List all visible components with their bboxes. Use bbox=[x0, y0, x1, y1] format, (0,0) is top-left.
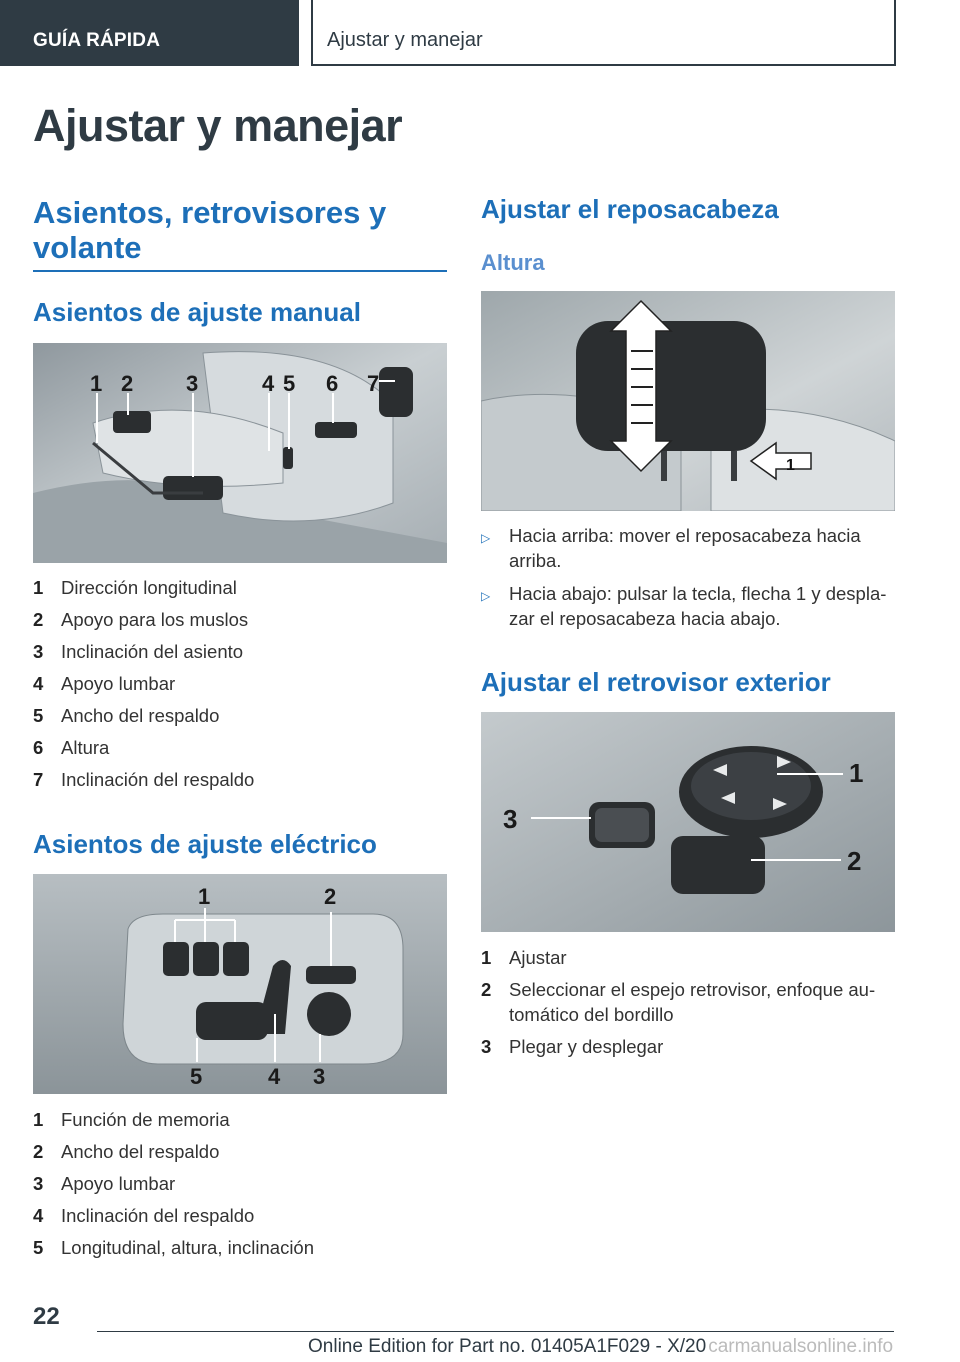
electric-seat-image bbox=[33, 874, 447, 1094]
mirror-legend bbox=[481, 945, 895, 1066]
headrest-instructions bbox=[481, 523, 895, 639]
manual-callout-1: 1 bbox=[90, 371, 103, 396]
section-divider bbox=[33, 270, 447, 272]
headrest-callout-1: 1 bbox=[786, 457, 795, 474]
headrest-heading: Ajustar el reposacabeza bbox=[481, 194, 779, 224]
list-item: 1 Dirección longitudinal bbox=[33, 577, 237, 598]
list-item: 1 Ajustar bbox=[481, 947, 567, 968]
electric-callout-4: 4 bbox=[268, 1064, 281, 1089]
electric-seat-heading: Asientos de ajuste eléctrico bbox=[33, 829, 377, 859]
headrest-image bbox=[481, 291, 895, 511]
list-item: 7 Inclinación del respaldo bbox=[33, 769, 255, 790]
header-chapter-box bbox=[311, 0, 896, 66]
manual-seat-image bbox=[33, 343, 447, 563]
electric-callout-2: 2 bbox=[324, 884, 337, 909]
list-item: 4 Apoyo lumbar bbox=[33, 673, 176, 694]
footer-divider bbox=[97, 1331, 894, 1332]
list-item: 6 Altura bbox=[33, 737, 110, 758]
manual-callout-2: 2 bbox=[121, 371, 134, 396]
list-item: 3 Apoyo lumbar bbox=[33, 1173, 176, 1194]
triangle-bullet-icon: ▷ bbox=[481, 531, 491, 545]
mirror-callout-1: 1 bbox=[849, 758, 864, 788]
manual-seat-heading: Asientos de ajuste manual bbox=[33, 297, 361, 327]
list-item: 2 Seleccionar el espejo retrovisor, enfoque au‐ tomático del bordillo bbox=[481, 979, 876, 1025]
list-item: 3 Inclinación del asiento bbox=[33, 641, 244, 662]
watermark: carmanualsonline.info bbox=[708, 1336, 894, 1357]
manual-callout-7: 7 bbox=[367, 371, 380, 396]
mirror-callout-2: 2 bbox=[847, 846, 862, 876]
manual-callout-4: 4 bbox=[262, 371, 275, 396]
electric-callout-1: 1 bbox=[198, 884, 211, 909]
header-tab bbox=[0, 0, 299, 66]
page-number: 22 bbox=[33, 1303, 60, 1330]
header-tab-label: GUÍA RÁPIDA bbox=[33, 30, 161, 51]
list-item: 5 Longitudinal, altura, inclinación bbox=[33, 1237, 315, 1258]
manual-callout-6: 6 bbox=[326, 371, 339, 396]
page-title: Ajustar y manejar bbox=[33, 100, 403, 151]
list-item: 3 Plegar y desplegar bbox=[481, 1036, 664, 1057]
list-item: 4 Inclinación del respaldo bbox=[33, 1205, 255, 1226]
mirror-callout-3: 3 bbox=[503, 804, 518, 834]
triangle-bullet-icon: ▷ bbox=[481, 589, 491, 603]
header-chapter-label: Ajustar y manejar bbox=[327, 29, 483, 51]
footer-edition-text: Online Edition for Part no. 01405A1F029 - X/20 carmanualsonline.info bbox=[308, 1336, 894, 1357]
manual-callout-5: 5 bbox=[283, 371, 296, 396]
list-item: ▷ Hacia arriba: mover el reposacabeza hacia arriba. bbox=[481, 525, 861, 571]
electric-callout-3: 3 bbox=[313, 1064, 326, 1089]
manual-seat-legend bbox=[33, 572, 447, 796]
manual-callout-3: 3 bbox=[186, 371, 199, 396]
list-item: 1 Función de memoria bbox=[33, 1109, 230, 1130]
section-title: Asientos, retrovisores y volante bbox=[33, 195, 387, 265]
mirror-control-image bbox=[481, 712, 895, 932]
list-item: 2 Ancho del respaldo bbox=[33, 1141, 220, 1162]
electric-callout-5: 5 bbox=[190, 1064, 203, 1089]
list-item: ▷ Hacia abajo: pulsar la tecla, flecha 1 y despla‐ zar el reposacabeza hacia abajo. bbox=[481, 583, 887, 629]
electric-seat-legend bbox=[33, 1104, 447, 1264]
headrest-subheading: Altura bbox=[481, 250, 545, 275]
list-item: 5 Ancho del respaldo bbox=[33, 705, 220, 726]
list-item: 2 Apoyo para los muslos bbox=[33, 609, 249, 630]
mirror-heading: Ajustar el retrovisor exterior bbox=[481, 667, 831, 697]
